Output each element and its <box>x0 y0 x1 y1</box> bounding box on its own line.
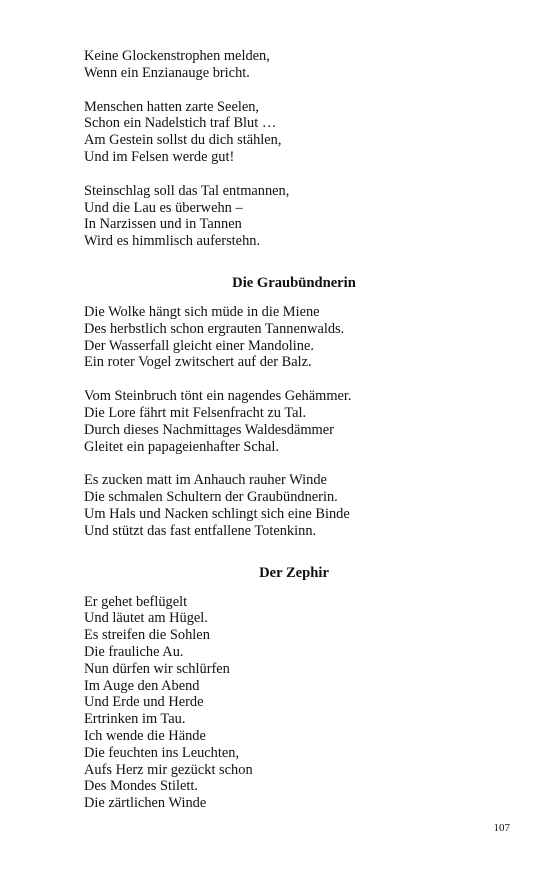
verse-line: Die Lore fährt mit Felsenfracht zu Tal. <box>84 404 307 421</box>
verse-line: Im Auge den Abend <box>84 677 200 694</box>
verse-line: Und im Felsen werde gut! <box>84 148 235 165</box>
poem <box>84 275 484 540</box>
verse-line: In Narzissen und in Tannen <box>84 216 242 233</box>
stanza <box>84 472 484 539</box>
verse-line: Und Erde und Herde <box>84 694 204 711</box>
verse-line: Die frauliche Au. <box>84 643 184 660</box>
stanza <box>84 594 484 812</box>
verse-line: Steinschlag soll das Tal entmannen, <box>84 182 290 199</box>
verse-line: Des Mondes Stilett. <box>84 778 198 795</box>
poem-title: Der Zephir <box>259 564 329 581</box>
verse-line: Schon ein Nadelstich traf Blut … <box>84 115 277 132</box>
verse-line: Es streifen die Sohlen <box>84 627 210 644</box>
verse-line: Ein roter Vogel zwitschert auf der Balz. <box>84 354 312 371</box>
stanza <box>84 99 484 166</box>
verse-line: Des herbstlich schon ergrauten Tannenwalds. <box>84 320 345 337</box>
poem <box>84 48 484 250</box>
verse-line: Es zucken matt im Anhauch rauher Winde <box>84 472 327 489</box>
verse-line: Der Wasserfall gleicht einer Mandoline. <box>84 337 314 354</box>
verse-line: Und läutet am Hügel. <box>84 610 208 627</box>
stanza <box>84 388 484 455</box>
page-number: 107 <box>493 822 510 834</box>
verse-line: Keine Glockenstrophen melden, <box>84 48 270 64</box>
poem-text <box>84 48 484 812</box>
verse-line: Er gehet beflügelt <box>84 593 188 610</box>
verse-line: Vom Steinbruch tönt ein nagendes Gehämmer. <box>84 388 352 405</box>
verse-line: Ertrinken im Tau. <box>84 711 186 728</box>
poem-title: Die Graubündnerin <box>232 274 356 291</box>
verse-line: Die Wolke hängt sich müde in die Miene <box>84 303 320 320</box>
verse-line: Wird es himmlisch auferstehn. <box>84 233 261 250</box>
verse-line: Und die Lau es überwehn – <box>84 199 243 216</box>
verse-line: Die zärtlichen Winde <box>84 795 207 812</box>
verse-line: Gleitet ein papageienhafter Schal. <box>84 438 279 455</box>
poem <box>84 565 484 812</box>
verse-line: Die schmalen Schultern der Graubündnerin. <box>84 489 338 506</box>
verse-line: Und stützt das fast entfallene Totenkinn. <box>84 522 317 539</box>
verse-line: Aufs Herz mir gezückt schon <box>84 761 253 778</box>
verse-line: Ich wende die Hände <box>84 727 206 744</box>
verse-line: Wenn ein Enzianauge bricht. <box>84 64 250 81</box>
verse-line: Am Gestein sollst du dich stählen, <box>84 132 282 149</box>
verse-line: Die feuchten ins Leuchten, <box>84 744 240 761</box>
verse-line: Nun dürfen wir schlürfen <box>84 660 230 677</box>
verse-line: Menschen hatten zarte Seelen, <box>84 98 260 115</box>
stanza <box>84 304 484 371</box>
stanza <box>84 48 484 82</box>
stanza <box>84 183 484 250</box>
verse-line: Durch dieses Nachmittages Waldesdämmer <box>84 421 334 438</box>
verse-line: Um Hals und Nacken schlingt sich eine Binde <box>84 505 350 522</box>
